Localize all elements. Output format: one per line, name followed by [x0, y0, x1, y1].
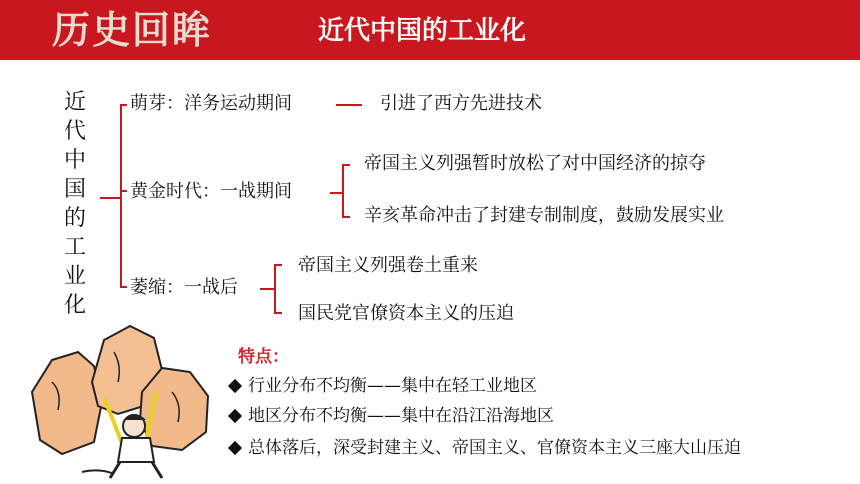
- vertical-title-char: 化: [63, 293, 86, 318]
- vertical-title-char: 业: [63, 264, 86, 289]
- branch-golden-bracket-vertical: [342, 164, 344, 218]
- branch-sprout-dash: [336, 104, 362, 106]
- branch-golden-detail-2: 辛亥革命冲击了封建专制制度，鼓励发展实业: [364, 205, 724, 226]
- branch-decline-bracket-top: [274, 264, 282, 266]
- diamond-bullet-icon: [228, 378, 242, 392]
- page-title: 近代中国的工业化: [318, 16, 527, 46]
- diamond-bullet-icon: [228, 408, 242, 422]
- main-bracket-mid: [120, 190, 127, 192]
- vertical-title-char: 国: [63, 177, 86, 202]
- features-heading: 特点：: [238, 347, 289, 367]
- main-bracket-top: [120, 104, 127, 106]
- branch-golden-bracket-top: [342, 164, 350, 166]
- vertical-title-char: 近: [63, 90, 86, 115]
- diamond-bullet-icon: [228, 440, 242, 454]
- branch-sprout-detail: 引进了西方先进技术: [380, 93, 542, 114]
- branch-decline-connector: [260, 288, 274, 290]
- feature-text: 总体落后，深受封建主义、帝国主义、官僚资本主义三座大山压迫: [248, 438, 741, 458]
- branch-golden-label: 黄金时代：一战期间: [130, 181, 292, 202]
- feature-text: 地区分布不均衡——集中在沿江沿海地区: [248, 406, 554, 426]
- feature-text: 行业分布不均衡——集中在轻工业地区: [248, 376, 537, 396]
- three-mountains-illustration: [22, 322, 218, 482]
- vertical-title-char: 中: [63, 148, 86, 173]
- main-bracket-bottom: [120, 286, 127, 288]
- branch-decline-bracket-bottom: [274, 312, 282, 314]
- branch-golden-connector: [330, 192, 342, 194]
- branch-decline-label: 萎缩：一战后: [130, 277, 238, 298]
- branch-decline-detail-2: 国民党官僚资本主义的压迫: [298, 303, 514, 324]
- vertical-title-char: 的: [63, 206, 86, 231]
- branch-golden-bracket-bottom: [342, 216, 350, 218]
- feature-item: [226, 404, 554, 428]
- main-bracket-vertical: [120, 104, 122, 288]
- main-bracket-stub: [100, 197, 120, 199]
- branch-golden-detail-1: 帝国主义列强暂时放松了对中国经济的掠夺: [364, 153, 706, 174]
- feature-item: [226, 374, 537, 398]
- vertical-title: [62, 88, 88, 320]
- feature-item: [226, 436, 741, 460]
- section-badge: 历史回眸: [52, 8, 213, 52]
- vertical-title-char: 代: [63, 119, 86, 144]
- branch-decline-detail-1: 帝国主义列强卷土重来: [298, 255, 478, 276]
- header-bar: [0, 0, 860, 60]
- branch-sprout-label: 萌芽：洋务运动期间: [130, 93, 292, 114]
- branch-decline-bracket-vertical: [274, 264, 276, 314]
- vertical-title-char: 工: [63, 235, 86, 260]
